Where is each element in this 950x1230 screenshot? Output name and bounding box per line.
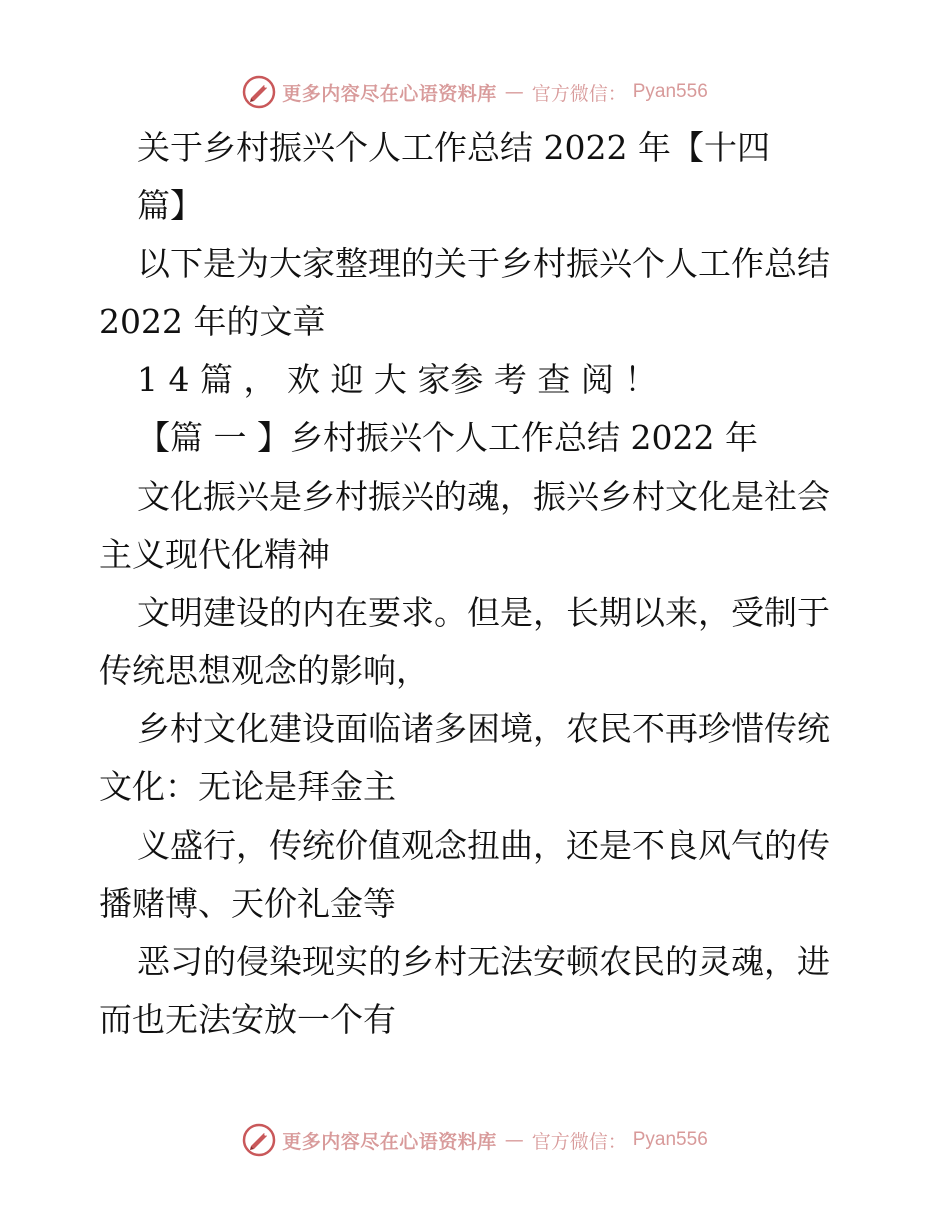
- paragraph-line: 文明建设的内在要求。但是，长期以来，受制于: [137, 593, 830, 632]
- pen-logo-icon: [242, 75, 276, 109]
- watermark-site-name: 更多内容尽在心语资料库: [282, 82, 497, 105]
- watermark-site-name: 更多内容尽在心语资料库: [282, 1130, 497, 1153]
- footer-watermark: [0, 1120, 950, 1160]
- section-heading: 【篇 一 】乡村振兴个人工作总结 2022 年: [137, 418, 758, 457]
- watermark-dash: —: [504, 81, 524, 103]
- paragraph-line: 传统思想观念的影响，: [99, 651, 429, 690]
- document-title-line-1: 关于乡村振兴个人工作总结 2022 年【十四: [137, 128, 770, 167]
- paragraph-line: 义盛行，传统价值观念扭曲，还是不良风气的传: [137, 826, 830, 865]
- paragraph-line: 恶习的侵染现实的乡村无法安顿农民的灵魂，进: [137, 942, 830, 981]
- paragraph-line: 播赌博、天价礼金等: [99, 884, 396, 923]
- watermark-wechat-label: 官方微信：: [531, 82, 627, 105]
- paragraph-line: 文化振兴是乡村振兴的魂，振兴乡村文化是社会: [137, 477, 830, 516]
- watermark-wechat-id: Pyan556: [632, 81, 708, 102]
- header-watermark: [0, 72, 950, 112]
- watermark-dash: —: [504, 1129, 524, 1151]
- paragraph-line: 1 4 篇 ， 欢 迎 大 家参 考 查 阅 ！: [137, 360, 658, 399]
- paragraph-line: 文化：无论是拜金主: [99, 767, 396, 806]
- pen-logo-icon: [242, 1123, 276, 1157]
- paragraph-line: 乡村文化建设面临诸多困境，农民不再珍惜传统: [137, 709, 830, 748]
- paragraph-line: 主义现代化精神: [99, 535, 330, 574]
- paragraph-line: 2022 年的文章: [99, 302, 326, 341]
- document-title-line-2: 篇】: [137, 186, 203, 225]
- paragraph-line: 以下是为大家整理的关于乡村振兴个人工作总结: [137, 244, 830, 283]
- watermark-wechat-label: 官方微信：: [531, 1130, 627, 1153]
- paragraph-line: 而也无法安放一个有: [99, 1000, 396, 1039]
- watermark-wechat-id: Pyan556: [632, 1129, 708, 1150]
